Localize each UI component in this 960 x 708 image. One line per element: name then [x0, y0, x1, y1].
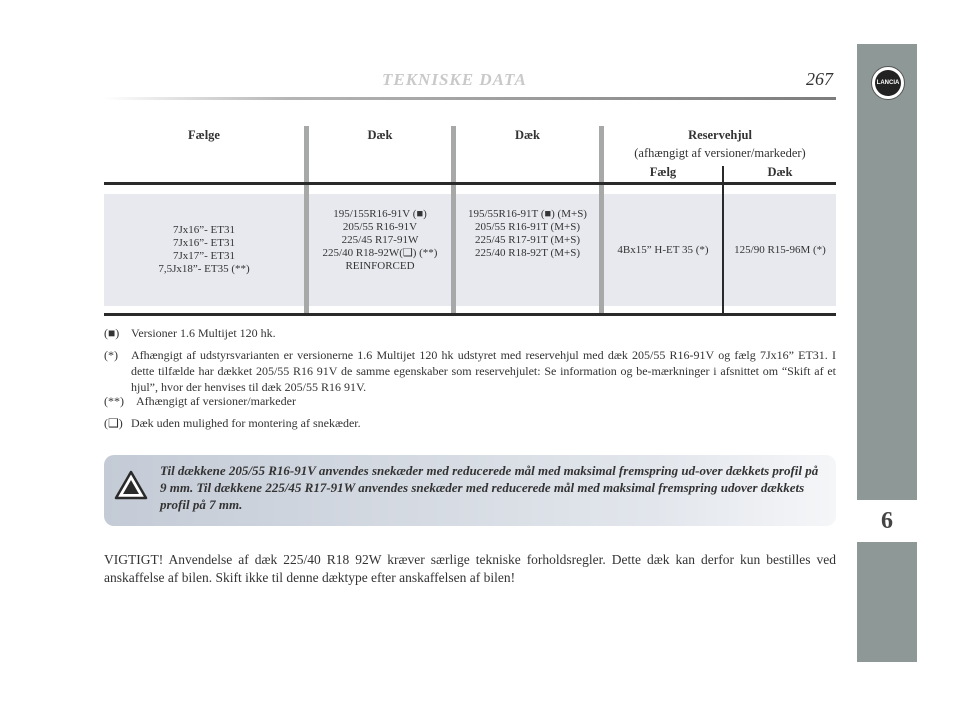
- col-header-tyres-b: Dæk: [514, 128, 540, 142]
- rim-line: 7Jx17”- ET31: [172, 250, 235, 262]
- tyre-line: 195/155R16-91V (■): [333, 208, 427, 220]
- spare-rim-cell: [604, 194, 722, 306]
- table-bottom-rule: [104, 313, 836, 316]
- footnote-marker: (❑): [104, 416, 123, 430]
- rim-line: 7Jx16”- ET31: [172, 237, 235, 249]
- footnote: [104, 325, 836, 341]
- col-header-rims: Fælge: [188, 128, 220, 142]
- footnote-text: Dæk uden mulighed for montering af snekæder.: [131, 416, 361, 430]
- spare-tyre-cell: [724, 194, 836, 306]
- tyre-line: 195/55R16-91T (■) (M+S): [468, 208, 587, 220]
- column-separator: [599, 126, 604, 182]
- footnote: [104, 415, 836, 431]
- tyre-line: 205/55 R16-91V: [342, 221, 418, 233]
- warning-triangle-icon: [114, 470, 148, 500]
- lancia-logo: [871, 66, 905, 100]
- footnote-text: Afhængigt af udstyrsvarianten er versionerne 1.6 Multijet 120 hk udstyret med reservehjul med dæk 205/55 R16-91V og fælg 7Jx16” ET31. I dette tilfælde har dækket 205/55 R16 91V de samme egenskaber som reservehjulet: Se information og be-mærkninger i afsnittet om “Skift af et hjul”, hvor der henvises til dæk 205/55 R16 91V.: [131, 348, 836, 394]
- tyres-a-cell: [309, 194, 451, 306]
- footnote: [104, 347, 836, 395]
- rim-line: 7Jx16”- ET31: [172, 224, 235, 236]
- rim-line: 7,5Jx18”- ET35 (**): [158, 263, 250, 275]
- footnote-marker: (*): [104, 348, 118, 362]
- header-rule: [104, 97, 836, 100]
- tyre-line: 225/40 R18-92W(❑) (**): [322, 247, 438, 259]
- footnote: [104, 393, 836, 409]
- important-note: VIGTIGT! Anvendelse af dæk 225/40 R18 92W kræver særlige tekniske forholdsregler. Dette dæk kan derfor kun bestilles ved anskaffelse af bilen. Skift ikke til denne dæktype efter anskaffelsen af bilen!: [104, 552, 836, 585]
- logo-text: LANCIA: [875, 70, 901, 96]
- column-separator: [304, 126, 309, 182]
- footnote-marker: (**): [104, 394, 124, 408]
- subcol-header-spare-tyre: Dæk: [767, 165, 793, 179]
- col-header-spare-sub: (afhængigt af versioner/markeder): [634, 146, 806, 160]
- spare-subcolumn-divider: [722, 166, 724, 182]
- footnote-text: Versioner 1.6 Multijet 120 hk.: [131, 326, 276, 340]
- spare-rim-value: 4Bx15” H-ET 35 (*): [617, 243, 709, 256]
- page-number: 267: [806, 69, 833, 89]
- tyre-line: REINFORCED: [345, 260, 415, 272]
- tyre-line: 225/40 R18-92T (M+S): [474, 247, 580, 259]
- tyre-line: 225/45 R17-91W: [341, 234, 419, 246]
- rims-cell: [104, 194, 304, 306]
- subcol-header-spare-rim: Fælg: [649, 165, 677, 179]
- footnote-text: Afhængigt af versioner/markeder: [136, 394, 296, 408]
- chapter-number: 6: [857, 500, 917, 542]
- page-title: TEKNISKE DATA: [382, 70, 527, 89]
- col-header-spare: Reservehjul: [688, 128, 752, 142]
- chapter-sidebar: [857, 44, 917, 662]
- column-separator: [451, 126, 456, 182]
- col-header-tyres-a: Dæk: [367, 128, 393, 142]
- spare-tyre-value: 125/90 R15-96M (*): [734, 243, 826, 256]
- tyres-b-cell: [456, 194, 599, 306]
- table-top-rule: [104, 182, 836, 185]
- footnote-marker: (■): [104, 326, 120, 340]
- tyre-line: 225/45 R17-91T (M+S): [474, 234, 580, 246]
- tyre-line: 205/55 R16-91T (M+S): [474, 221, 580, 233]
- warning-text: Til dækkene 205/55 R16-91V anvendes snekæder med reducerede mål med maksimal fremspring ud-over dækkets profil på 9 mm. Til dækkene 225/45 R17-91W anvendes snekæder med reducerede mål med maksimal fremspring udover dækkets profil på 7 mm.: [160, 463, 819, 512]
